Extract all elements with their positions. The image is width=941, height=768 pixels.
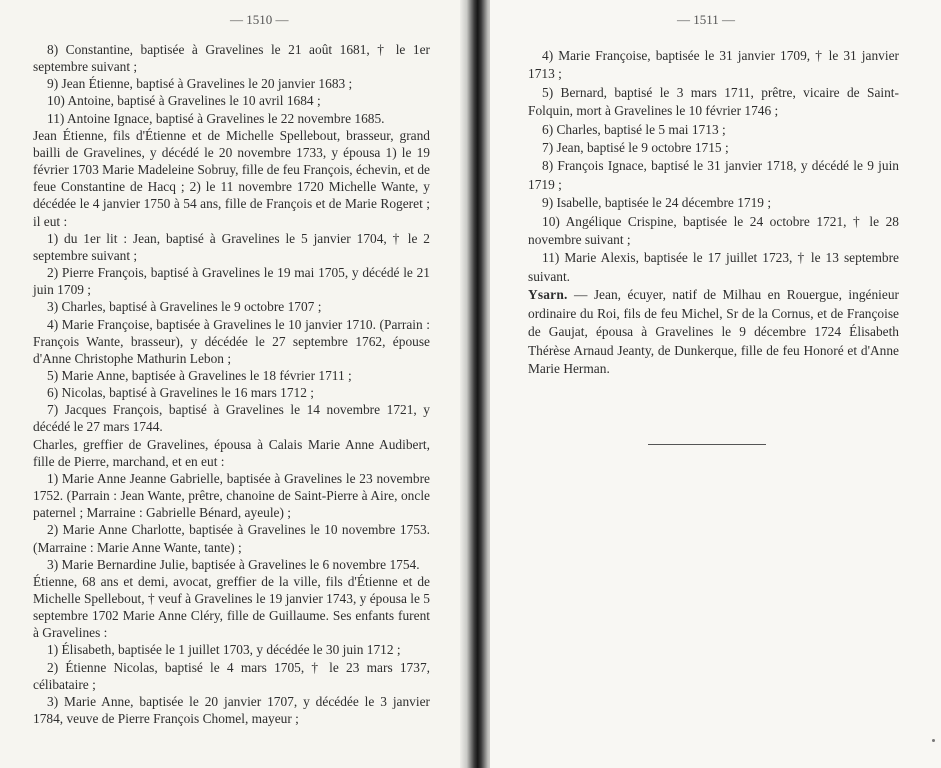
left-paragraph: 10) Antoine, baptisé à Gravelines le 10 avril 1684 ; [47,93,321,109]
paper-speck [932,739,935,742]
left-paragraph: 3) Marie Bernardine Julie, baptisée à Gravelines le 6 novembre 1754. [47,556,420,572]
left-page-number: — 1510 — [230,12,289,27]
right-paragraph: 4) Marie Françoise, baptisée le 31 janvier 1709, † le 31 janvier 1713 ; [528,48,899,82]
section-end-rule [648,444,766,445]
left-paragraph: Jean Étienne, fils d'Étienne et de Michelle Spellebout, brasseur, grand bailli de Gravelines, y décédé le 20 novembre 1733, y épousa 1) le 19 février 1703 Marie Madeleine Sobruy, fille de feu François, échevin, et de feue Constantine de Hacq ; 2) le 11 novembre 1720 Michelle Wante, y décédée le 4 janvier 1750 à 54 ans, fille de François et de Marie Rogeret ; il eut : [33,127,430,229]
left-paragraph: 2) Pierre François, baptisé à Gravelines le 19 mai 1705, y décédé le 21 juin 1709 ; [33,265,430,298]
left-page-text [33,41,430,727]
ysarn-entry [528,286,899,378]
left-paragraph: 3) Charles, baptisé à Gravelines le 9 octobre 1707 ; [47,299,322,315]
left-paragraph: 3) Marie Anne, baptisée le 20 janvier 1707, y décédée le 3 janvier 1784, veuve de Pierre François Chomel, mayeur ; [33,693,430,727]
book-spine-shadow [460,0,494,768]
right-page-number: — 1511 — [677,12,736,27]
right-page-text [528,47,899,378]
entry-name: Ysarn. [528,287,568,303]
left-paragraph: Charles, greffier de Gravelines, épousa à Calais Marie Anne Audibert, fille de Pierre, marchand, et en eut : [33,436,430,469]
left-paragraph: 2) Étienne Nicolas, baptisé le 4 mars 1705, † le 23 mars 1737, célibataire ; [33,659,430,692]
left-paragraph: 11) Antoine Ignace, baptisé à Gravelines le 22 novembre 1685. [47,110,385,126]
right-paragraph: 11) Marie Alexis, baptisée le 17 juillet 1723, † le 13 septembre suivant. [528,250,899,284]
left-paragraph: 8) Constantine, baptisée à Gravelines le 21 août 1681, † le 1er septembre suivant ; [33,42,430,75]
right-paragraph: 9) Isabelle, baptisée le 24 décembre 1719 ; [542,195,772,211]
left-paragraph: 7) Jacques François, baptisé à Gravelines le 14 novembre 1721, y décédé le 27 mars 1744. [33,402,430,435]
left-page [0,0,464,768]
left-paragraph: 5) Marie Anne, baptisée à Gravelines le 18 février 1711 ; [47,367,352,383]
left-paragraph: 1) Élisabeth, baptisée le 1 juillet 1703, y décédée le 30 juin 1712 ; [47,642,401,658]
left-paragraph: 6) Nicolas, baptisé à Gravelines le 16 mars 1712 ; [47,385,314,401]
right-paragraph: 10) Angélique Crispine, baptisée le 24 octobre 1721, † le 28 novembre suivant ; [528,213,899,248]
right-paragraph: 8) François Ignace, baptisé le 31 janvier 1718, y décédé le 9 juin 1719 ; [528,158,899,192]
right-paragraph: 5) Bernard, baptisé le 3 mars 1711, prêtre, vicaire de Saint-Folquin, mort à Gravelines le 10 février 1746 ; [528,84,899,119]
right-paragraph: 7) Jean, baptisé le 9 octobre 1715 ; [542,140,729,156]
entry-text: — Jean, écuyer, natif de Milhau en Rouergue, ingénieur ordinaire du Roi, fils de feu Michel, Sr de la Cornus, et de Françoise de Gaujat, épousa à Gravelines le 9 décembre 1724 Élisabeth Thérèse Arnaud Jeanty, de Dunkerque, fille de feu Honoré et d'Anne Marie Herman. [528,287,899,376]
left-paragraph: 1) Marie Anne Jeanne Gabrielle, baptisée à Gravelines le 23 novembre 1752. (Parrain : Jean Wante, prêtre, chanoine de Saint-Pierre à Aire, oncle paternel ; Marraine : Gabrielle Bénard, ayeule) ; [33,470,430,521]
right-paragraph: 6) Charles, baptisé le 5 mai 1713 ; [542,121,726,137]
left-paragraph: 1) du 1er lit : Jean, baptisé à Gravelines le 5 janvier 1704, † le 2 septembre suivant ; [33,230,430,263]
left-paragraph: 9) Jean Étienne, baptisé à Gravelines le 20 janvier 1683 ; [47,76,353,92]
right-page [490,0,941,768]
left-paragraph: 4) Marie Françoise, baptisée à Gravelines le 10 janvier 1710. (Parrain : François Wante, brasseur), y décédée le 27 septembre 1762, épouse d'Anne Christophe Mathurin Lebon ; [33,316,430,366]
left-paragraph: Étienne, 68 ans et demi, avocat, greffier de la ville, fils d'Étienne et de Michelle Spellebout, † veuf à Gravelines le 19 janvier 1743, y épousa le 5 septembre 1702 Marie Anne Cléry, fille de Guillaume. Ses enfants furent à Gravelines : [33,573,430,641]
left-paragraph: 2) Marie Anne Charlotte, baptisée à Gravelines le 10 novembre 1753. (Marraine : Marie Anne Wante, tante) ; [33,522,430,555]
